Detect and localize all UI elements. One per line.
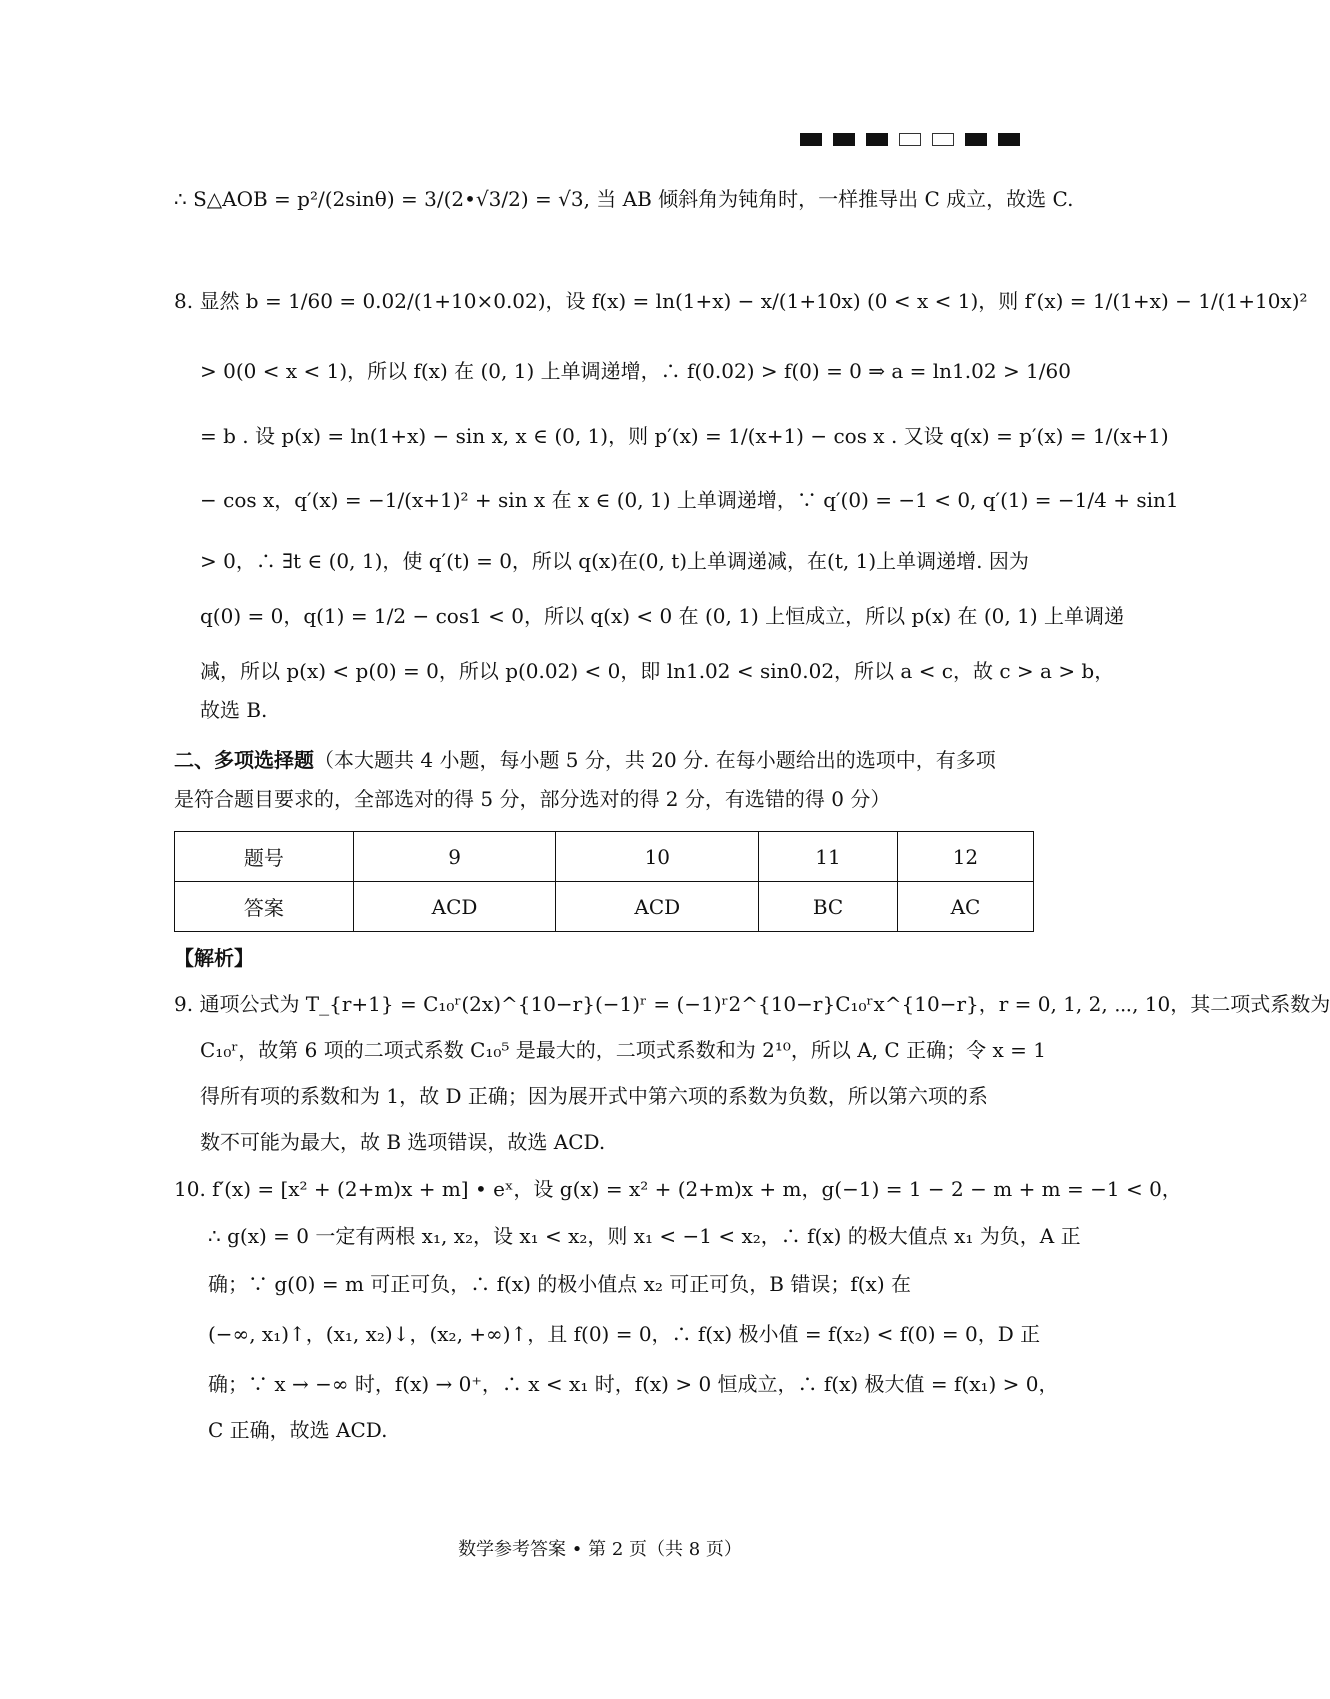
marker-block — [866, 133, 888, 146]
table-row — [175, 882, 1034, 932]
solution-10-line: C 正确，故选 ACD. — [208, 1418, 388, 1442]
solution-8-line: = b . 设 p(x) = ln(1+x) − sin x, x ∈ (0, 1)，则 p′(x) = 1/(x+1) − cos x . 又设 q(x) = p′(x) = 1/(x+1) — [200, 424, 1169, 448]
page-marker — [800, 133, 1020, 146]
table-header-cell: 题号 — [175, 832, 354, 882]
solution-9-line: 9. 通项公式为 T_{r+1} = C₁₀ʳ(2x)^{10−r}(−1)ʳ = (−1)ʳ2^{10−r}C₁₀ʳx^{10−r}，r = 0, 1, 2, ⋯, 10，其二项式系数为 — [174, 992, 1330, 1016]
solution-8-line: > 0(0 < x < 1)，所以 f(x) 在 (0, 1) 上单调递增，∴ f(0.02) > f(0) = 0 ⇒ a = ln1.02 > 1/60 — [200, 359, 1071, 383]
question-number-cell: 9 — [353, 832, 556, 882]
solution-8-line: q(0) = 0，q(1) = 1/2 − cos1 < 0，所以 q(x) < 0 在 (0, 1) 上恒成立，所以 p(x) 在 (0, 1) 上单调递 — [200, 604, 1124, 628]
section-2-heading — [174, 745, 1040, 775]
answer-cell: AC — [897, 882, 1033, 932]
question-number-cell: 11 — [759, 832, 898, 882]
marker-block — [833, 133, 855, 146]
solution-10-line: 确；∵ x → −∞ 时，f(x) → 0⁺，∴ x < x₁ 时，f(x) > 0 恒成立，∴ f(x) 极大值 = f(x₁) > 0， — [208, 1372, 1059, 1396]
section-2-title: 二、多项选择题 — [174, 748, 314, 772]
answer-cell: BC — [759, 882, 898, 932]
solution-8-line: − cos x，q′(x) = −1/(x+1)² + sin x 在 x ∈ (0, 1) 上单调递增，∵ q′(0) = −1 < 0, q′(1) = −1/4 + sin1 — [200, 488, 1179, 512]
section-2-desc-line2: 是符合题目要求的，全部选对的得 5 分，部分选对的得 2 分，有选错的得 0 分） — [174, 787, 891, 811]
answer-table — [174, 831, 1034, 932]
solution-8-line: 8. 显然 b = 1/60 = 0.02/(1+10×0.02)，设 f(x) = ln(1+x) − x/(1+10x) (0 < x < 1)，则 f′(x) = 1/(1+x) − 1/(1+10x)² — [174, 289, 1308, 313]
marker-block — [965, 133, 987, 146]
page-footer: 数学参考答案 • 第 2 页（共 8 页） — [458, 1539, 742, 1560]
solution-10-line: 10. f′(x) = [x² + (2+m)x + m] • eˣ，设 g(x) = x² + (2+m)x + m，g(−1) = 1 − 2 − m + m = −1 < 0， — [174, 1177, 1182, 1201]
marker-block — [800, 133, 822, 146]
section-2-desc: （本大题共 4 小题，每小题 5 分，共 20 分. 在每小题给出的选项中，有多项 — [314, 748, 996, 772]
analysis-title: 【解析】 — [174, 946, 254, 970]
question-number-cell: 12 — [897, 832, 1033, 882]
question-number-cell: 10 — [556, 832, 759, 882]
solution-10-line: 确；∵ g(0) = m 可正可负，∴ f(x) 的极小值点 x₂ 可正可负，B 错误；f(x) 在 — [208, 1272, 911, 1296]
solution-8-line: 减，所以 p(x) < p(0) = 0，所以 p(0.02) < 0，即 ln1.02 < sin0.02，所以 a < c，故 c > a > b， — [200, 659, 1115, 683]
solution-9-line: C₁₀ʳ，故第 6 项的二项式系数 C₁₀⁵ 是最大的，二项式系数和为 2¹⁰，所以 A, C 正确；令 x = 1 — [200, 1038, 1046, 1062]
table-header-cell: 答案 — [175, 882, 354, 932]
answer-cell: ACD — [556, 882, 759, 932]
solution-10-line: (−∞, x₁)↑，(x₁, x₂)↓，(x₂, +∞)↑，且 f(0) = 0，∴ f(x) 极小值 = f(x₂) < f(0) = 0，D 正 — [208, 1322, 1041, 1346]
marker-block — [899, 133, 921, 146]
marker-block — [998, 133, 1020, 146]
table-row — [175, 832, 1034, 882]
solution-8-line: 故选 B. — [200, 698, 268, 722]
answer-cell: ACD — [353, 882, 556, 932]
solution-10-line: ∴ g(x) = 0 一定有两根 x₁, x₂，设 x₁ < x₂，则 x₁ < −1 < x₂，∴ f(x) 的极大值点 x₁ 为负，A 正 — [208, 1224, 1081, 1248]
solution-8-line: > 0，∴ ∃t ∈ (0, 1)，使 q′(t) = 0，所以 q(x)在(0, t)上单调递减，在(t, 1)上单调递增. 因为 — [200, 549, 1029, 573]
solution-9-line: 得所有项的系数和为 1，故 D 正确；因为展开式中第六项的系数为负数，所以第六项的系 — [200, 1084, 988, 1108]
solution-9-line: 数不可能为最大，故 B 选项错误，故选 ACD. — [200, 1130, 606, 1154]
solution-7-conclusion: ∴ S△AOB = p²/(2sinθ) = 3/(2•√3/2) = √3, 当 AB 倾斜角为钝角时，一样推导出 C 成立，故选 C. — [174, 187, 1074, 211]
marker-block — [932, 133, 954, 146]
